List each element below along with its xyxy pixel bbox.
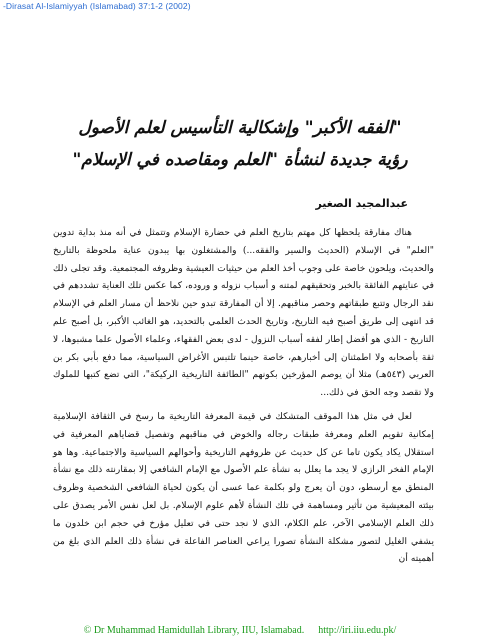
body-paragraph-1: هناك مفارقة يلحظها كل مهتم بتاريخ العلم في حضارة الإسلام وتتمثل في أنه منذ بداية تدوين "العلم" في الإسلام (الحديث والسير والفقه...) والمشتغلون بها يبدون عناية ملحوظة بالتاريخ والحديث، ويلحون خاصة على وجوب أخذ العلم من حيثيات العيشية وظروفه المجتمعية. وقد تجلى ذلك في عنايتهم الفائقة بالخبر وتحقيقهم لمتنه و أسباب نزوله و وروده، كما عكس تلك العناية تشددهم في نقد الرجال وتتبع طبقاتهم وحصر مناقبهم. إلا أن المفارقة تبدو حين نلاحظ أن مسار العلم في الإسلام قد انتهى إلى طريق أصبح فيه التاريخ، وتاريخ الحدث العلمي بالتحديد، هو الغائب الأكبر، بل أصبح علم التاريخ - الذي هو أفضل إطار لفقه أسباب النزول - لدى بعض الفقهاء، وعلماء الأصول علما مشبوها، لا ثقة بأصحابه ولا اطمئنان إلى أخبارهم، خاصة حينما تلتبس الأغراض السياسية، مما دفع بأبي بكر بن العربي (٥٤٣هـ) مثلا أن يوصم المؤرخين بكونهم "الطائفة التاريخية الركيكة"، التي تضع كتبها للملوك ولا تقصد وجه الحق في ذلك...	[53, 227, 434, 399]
article-author: عبدالمجيد الصغير	[315, 197, 408, 210]
journal-citation: -Dirasat Al-Islamiyyah (Islamabad) 37:1-2 (2002)	[3, 1, 191, 11]
page-footer	[0, 625, 480, 636]
body-paragraph-2: لعل في مثل هذا الموقف المتشكك في قيمة المعرفة التاريخية ما رسخ في الثقافة الإسلامية إمكانية تقويم العلم ومعرفة طبقات رجاله والخوض في مناقبهم وتفصيل قضاياهم المعرفية في استقلال يكاد يكون تاما عن كل حديث عن ظروفهم التاريخية وأحوالهم السياسية والاجتماعية. وها هو الإمام الفخر الرازي لا يجد ما يعلل به نشأة علم الأصول مع الإمام الشافعي إلا بمقارنته ذلك مع نشأة المنطق مع أرسطو، دون أن يعرج ولو بكلمة عما عسى أن يكون لحياة الشافعي الشخصية وظروف بيئته المعيشية من تأثير ومساهمة في تلك النشأة لأهم علوم الإسلام. بل لعل نفس الأمر يصدق على ذلك العلم الإسلامي الآخر، علم الكلام، الذي لا نجد حتى في تعليل مؤرخ في حجم ابن خلدون ما يشفي الغليل لتصور مشكلة النشأة تصورا يراعي العناصر الفاعلة في نشأة ذلك العلم الذي بلغ من أهميته أن	[53, 410, 434, 565]
footer-url-link[interactable]: http://iri.iiu.edu.pk/	[318, 625, 397, 636]
article-body	[53, 224, 434, 568]
article-title-line-1: "الفقه الأكبر" وإشكالية التأسيس لعلم الأصول	[78, 118, 402, 138]
article-title-line-2: رؤية جديدة لنشأة "العلم ومقاصده في الإسلام"	[72, 150, 408, 170]
footer-library-credit: © Dr Muhammad Hamidullah Library, IIU, Islamabad.	[83, 625, 305, 636]
